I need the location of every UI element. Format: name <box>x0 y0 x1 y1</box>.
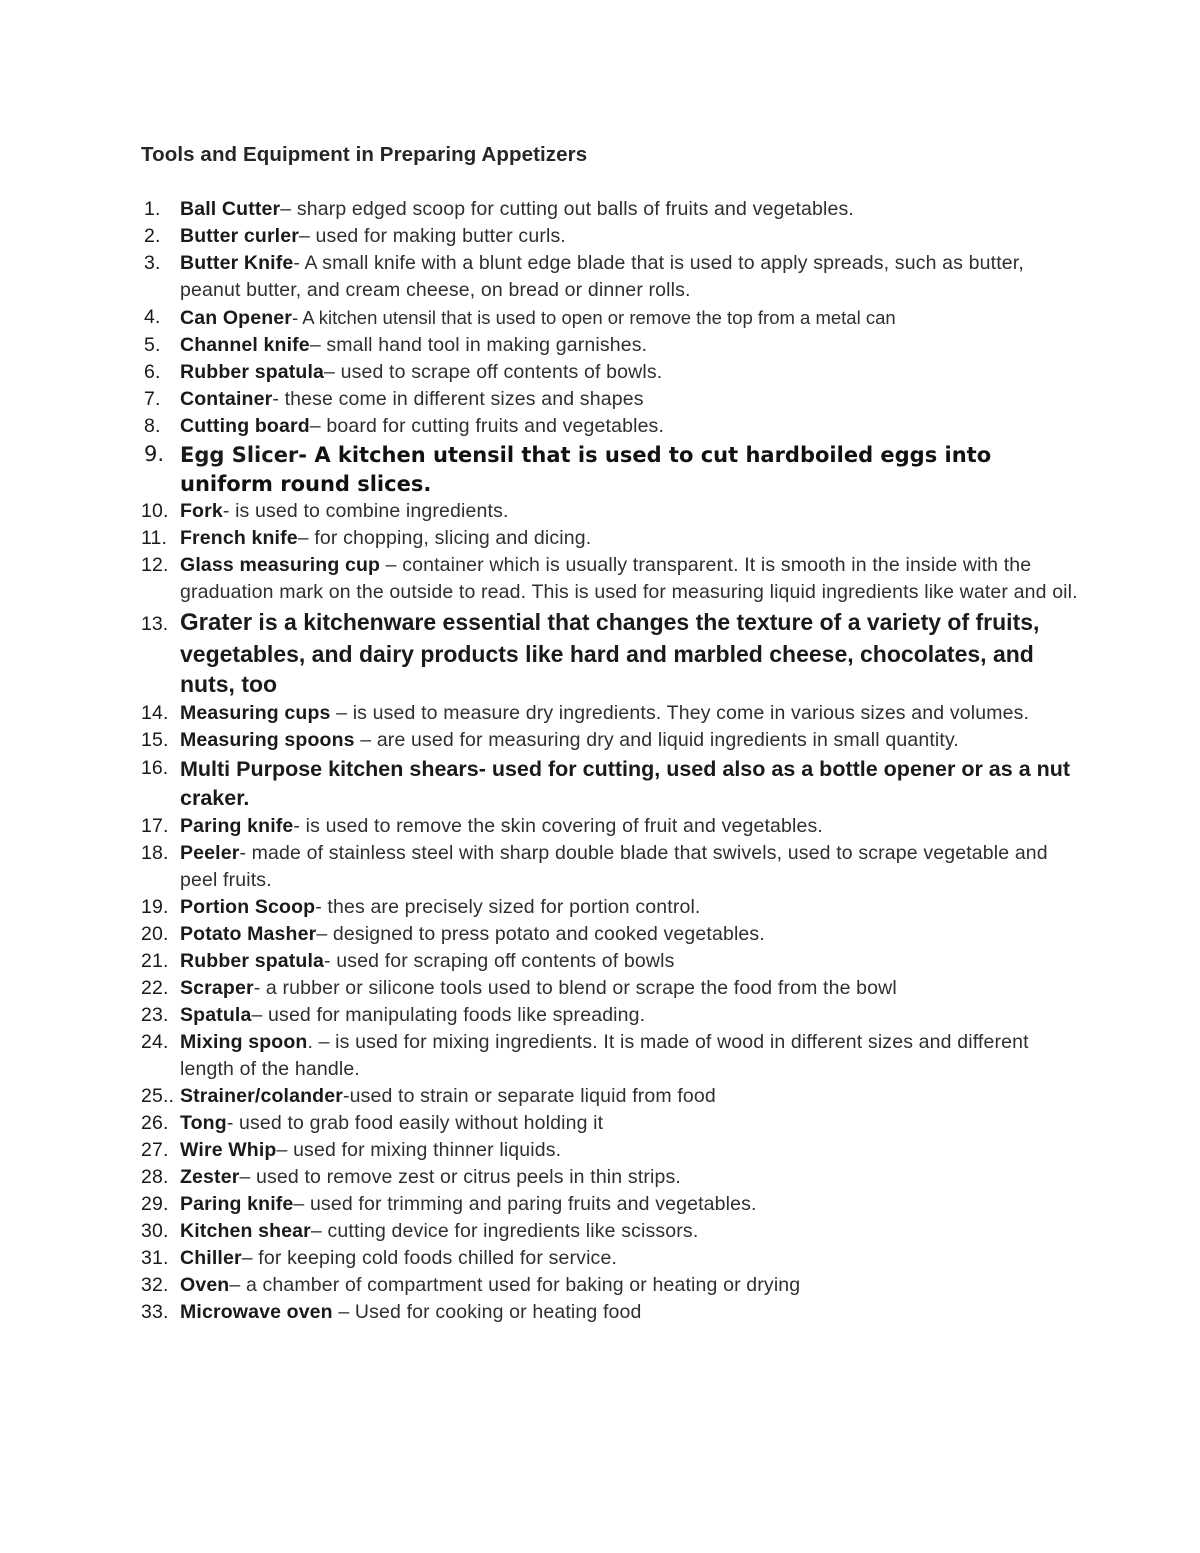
item-term: Mixing spoon <box>180 1030 308 1053</box>
item-description: – used to remove zest or citrus peels in thin strips. <box>239 1165 681 1188</box>
list-item <box>141 1110 1081 1137</box>
item-number: 6. <box>144 361 161 383</box>
list-item <box>141 332 1081 359</box>
list-item <box>141 813 1081 840</box>
item-term: Can Opener <box>180 307 293 329</box>
item-number: 16. <box>141 756 169 779</box>
item-description: – used for trimming and paring fruits and vegetables. <box>293 1192 757 1215</box>
item-term: Kitchen shear <box>180 1219 311 1242</box>
item-number: 2. <box>144 225 161 247</box>
item-description: - is used to combine ingredients. <box>222 500 509 522</box>
item-description: – used for manipulating foods like spreading. <box>251 1003 646 1026</box>
list-item <box>141 304 1081 332</box>
item-number: 26. <box>141 1111 169 1134</box>
item-number: 28. <box>141 1165 169 1188</box>
item-term: Scraper <box>180 976 254 999</box>
item-number: 13. <box>141 613 169 635</box>
list-item <box>141 727 1081 754</box>
item-description: – used for making butter curls. <box>298 225 566 247</box>
item-number: 32. <box>141 1273 169 1296</box>
item-number: 27. <box>141 1138 169 1161</box>
list-item <box>141 1137 1081 1164</box>
item-description: - these come in different sizes and shapes <box>272 388 644 410</box>
list-item <box>141 359 1081 386</box>
item-description: – designed to press potato and cooked vegetables. <box>316 922 765 945</box>
item-number: 30. <box>141 1219 169 1242</box>
item-number: 33. <box>141 1300 169 1323</box>
item-term: Oven <box>180 1273 230 1296</box>
item-number: 3. <box>144 252 161 274</box>
item-term: Paring knife <box>180 814 294 837</box>
list-item <box>141 1002 1081 1029</box>
item-term: Measuring spoons <box>180 728 361 751</box>
item-term: Microwave oven <box>180 1300 339 1323</box>
list-item <box>141 223 1081 250</box>
list-item <box>141 606 1081 700</box>
item-number: 25.. <box>141 1084 175 1107</box>
item-description: - is used to remove the skin covering of fruit and vegetables. <box>293 814 823 837</box>
item-term: Chiller <box>180 1246 242 1269</box>
list-item <box>141 1029 1081 1083</box>
item-number: 7. <box>144 388 161 410</box>
item-term: Rubber spatula <box>180 949 325 972</box>
item-number: 23. <box>141 1003 169 1026</box>
item-description: - made of stainless steel with sharp double blade that swivels, used to scrape vegetable and peel fruits. <box>180 841 1048 891</box>
item-number: 18. <box>141 841 169 864</box>
item-term: Container <box>180 388 273 410</box>
item-description: – Used for cooking or heating food <box>338 1300 642 1323</box>
item-number: 17. <box>141 814 169 837</box>
item-number: 5. <box>144 334 161 356</box>
item-number: 1. <box>144 198 161 220</box>
item-term: Zester <box>180 1165 240 1188</box>
list-item <box>141 196 1081 223</box>
item-description: - A kitchen utensil that is used to cut hardboiled eggs into uniform round slices. <box>180 443 992 496</box>
item-description: – small hand tool in making garnishes. <box>309 334 648 356</box>
list-item <box>141 1299 1081 1326</box>
item-description: - thes are precisely sized for portion control. <box>315 895 701 918</box>
item-number: 10. <box>141 500 169 522</box>
item-number: 9. <box>144 442 165 466</box>
list-item <box>141 1272 1081 1299</box>
item-description: – board for cutting fruits and vegetables. <box>309 415 665 437</box>
item-number: 4. <box>144 306 161 328</box>
item-term: Fork <box>180 500 223 522</box>
item-term: Wire Whip <box>180 1138 277 1161</box>
item-term: Tong <box>180 1111 227 1134</box>
item-term: Multi Purpose kitchen shears <box>180 756 479 781</box>
item-number: 11. <box>141 527 168 549</box>
item-description: – a chamber of compartment used for baking or heating or drying <box>229 1273 801 1296</box>
item-description: – is used to measure dry ingredients. They come in various sizes and volumes. <box>336 701 1030 724</box>
item-description: – cutting device for ingredients like scissors. <box>310 1219 699 1242</box>
item-term: Glass measuring cup <box>180 554 386 576</box>
document-title: Tools and Equipment in Preparing Appetizers <box>141 143 588 166</box>
list-item <box>141 1164 1081 1191</box>
list-item <box>141 754 1081 813</box>
item-term: Grater <box>180 609 253 636</box>
item-number: 20. <box>141 922 169 945</box>
item-number: 15. <box>141 728 169 751</box>
item-description: - A small knife with a blunt edge blade that is used to apply spreads, such as butter, peanut butter, and cream cheese, on bread or dinner rolls. <box>180 252 1024 301</box>
item-term: French knife <box>180 527 298 549</box>
item-number: 8. <box>144 415 161 437</box>
list-item <box>141 700 1081 727</box>
list-item <box>141 1083 1081 1110</box>
item-description: - a rubber or silicone tools used to blend or scrape the food from the bowl <box>253 976 897 999</box>
list-item <box>141 386 1081 413</box>
item-number: 22. <box>141 976 169 999</box>
item-description: – are used for measuring dry and liquid ingredients in small quantity. <box>360 728 959 751</box>
item-description: - used to grab food easily without holding it <box>226 1111 604 1134</box>
item-term: Strainer/colander <box>180 1084 343 1107</box>
list-item <box>141 413 1081 440</box>
item-number: 29. <box>141 1192 169 1215</box>
item-number: 24. <box>141 1030 169 1053</box>
item-description: – used for mixing thinner liquids. <box>276 1138 562 1161</box>
item-term: Rubber spatula <box>180 361 325 383</box>
list-item <box>141 525 1081 552</box>
list-item <box>141 1218 1081 1245</box>
item-number: 31. <box>141 1246 169 1269</box>
item-term: Potato Masher <box>180 922 317 945</box>
tools-list <box>141 196 1081 1326</box>
item-term: Peeler <box>180 841 240 864</box>
item-term: Portion Scoop <box>180 895 316 918</box>
item-term: Butter Knife <box>180 252 294 274</box>
list-item <box>141 894 1081 921</box>
list-item <box>141 1245 1081 1272</box>
item-description: - used for scraping off contents of bowls <box>324 949 675 972</box>
item-number: 12. <box>141 554 169 576</box>
item-description: – for chopping, slicing and dicing. <box>297 527 592 549</box>
item-description: . – is used for mixing ingredients. It is made of wood in different sizes and different length of the handle. <box>180 1030 1029 1080</box>
list-item <box>141 948 1081 975</box>
item-description: is a kitchenware essential that changes the texture of a variety of fruits, vegetables, and dairy products like hard and marbled cheese, chocolates, and nuts, too <box>180 609 1040 697</box>
item-term: Spatula <box>180 1003 252 1026</box>
item-term: Measuring cups <box>180 701 337 724</box>
item-description: - used for cutting, used also as a bottle opener or as a nut craker. <box>180 756 1071 810</box>
item-number: 21. <box>141 949 169 972</box>
list-item <box>141 250 1081 304</box>
list-item <box>141 440 1081 498</box>
list-item <box>141 552 1081 606</box>
item-term: Ball Cutter <box>180 198 281 220</box>
item-number: 19. <box>141 895 169 918</box>
item-description: – container which is usually transparent. It is smooth in the inside with the graduation mark on the outside to read. This is used for measuring liquid ingredients like water and oil. <box>180 554 1078 603</box>
list-item <box>141 921 1081 948</box>
item-description: – sharp edged scoop for cutting out balls of fruits and vegetables. <box>280 198 854 220</box>
list-item <box>141 498 1081 525</box>
item-number: 14. <box>141 701 169 724</box>
item-description: -used to strain or separate liquid from food <box>342 1084 716 1107</box>
item-term: Butter curler <box>180 225 299 247</box>
item-description: – used to scrape off contents of bowls. <box>324 361 663 383</box>
list-item <box>141 975 1081 1002</box>
item-term: Cutting board <box>180 415 310 437</box>
list-item <box>141 840 1081 894</box>
list-item <box>141 1191 1081 1218</box>
item-description: - A kitchen utensil that is used to open or remove the top from a metal can <box>292 307 896 328</box>
item-description: – for keeping cold foods chilled for service. <box>241 1246 618 1269</box>
item-term: Egg Slicer <box>180 443 299 467</box>
item-term: Paring knife <box>180 1192 294 1215</box>
item-term: Channel knife <box>180 334 310 356</box>
